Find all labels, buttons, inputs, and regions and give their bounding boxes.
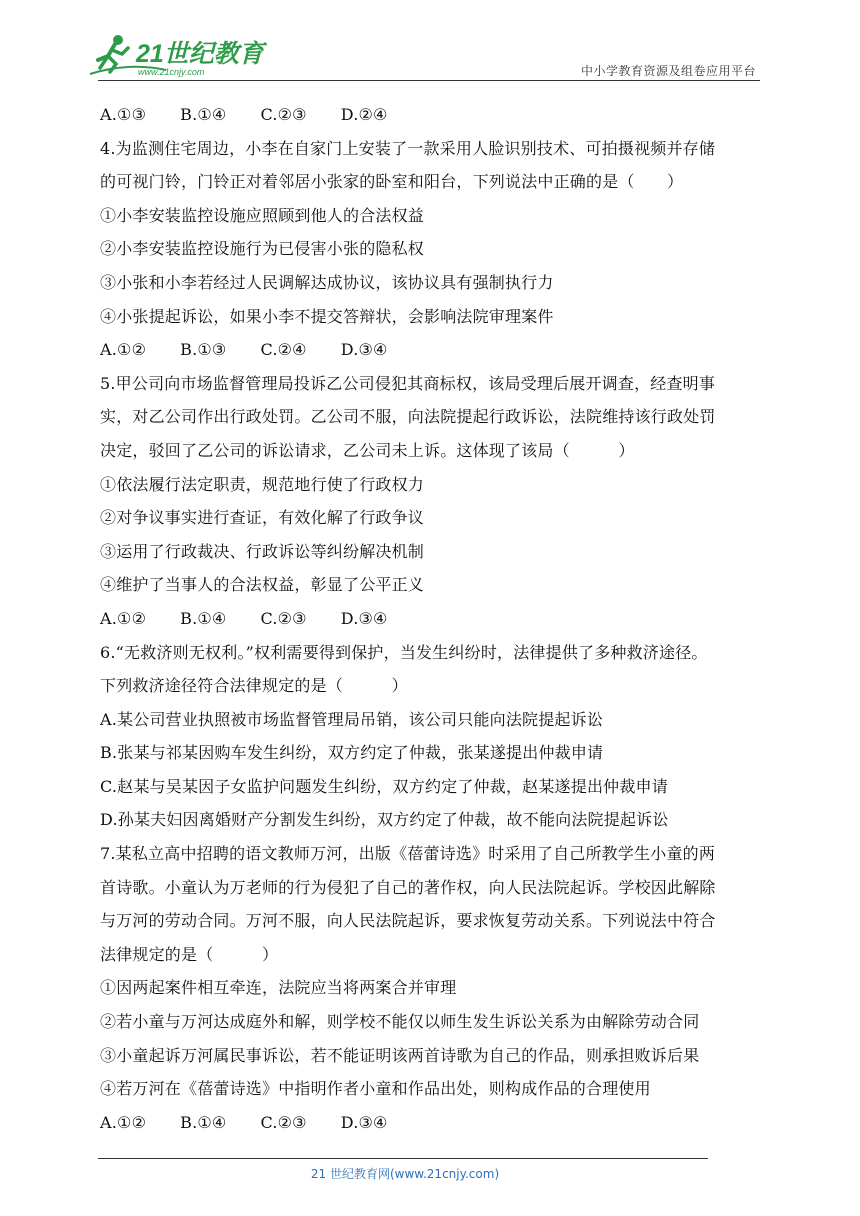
- text-line: 的可视门铃，门铃正对着邻居小张家的卧室和阳台，下列说法中正确的是（ ）: [100, 172, 684, 192]
- answer-options: [100, 602, 768, 636]
- answer-option: A.①③: [100, 105, 147, 124]
- page-footer: [0, 1165, 860, 1182]
- footer-divider: [98, 1158, 708, 1159]
- answer-option: B.①④: [180, 608, 227, 628]
- text-line: B.张某与祁某因购车发生纠纷，双方约定了仲裁，张某遂提出仲裁申请: [100, 743, 604, 763]
- footer-link[interactable]: 21 世纪教育网(www.21cnjy.com): [310, 1167, 500, 1181]
- text-line: D.孙某夫妇因离婚财产分割发生纠纷，双方约定了仲裁，故不能向法院提起诉讼: [100, 810, 669, 830]
- text-line: ③小童起诉万河属民事诉讼，若不能证明该两首诗歌为自己的作品，则承担败诉后果: [100, 1045, 700, 1065]
- answer-option: B.①④: [180, 1112, 227, 1132]
- text-line: ①因两起案件相互牵连，法院应当将两案合并审理: [100, 978, 457, 998]
- text-line: 7.某私立高中招聘的语文教师万河，出版《蓓蕾诗选》时采用了自己所教学生小童的两: [100, 844, 716, 864]
- answer-option: B.①④: [180, 105, 227, 124]
- text-line: 首诗歌。小童认为万老师的行为侵犯了自己的著作权，向人民法院起诉。学校因此解除: [100, 877, 716, 897]
- text-line: ④小张提起诉讼，如果小李不提交答辩状，会影响法院审理案件: [100, 306, 554, 326]
- answer-option: D.③④: [340, 608, 388, 628]
- text-line: ②对争议事实进行查证，有效化解了行政争议: [100, 508, 425, 528]
- text-line: ②小李安装监控设施行为已侵害小张的隐私权: [100, 239, 425, 259]
- answer-option: B.①③: [180, 340, 227, 360]
- text-line: 4.为监测住宅周边，小李在自家门上安装了一款采用人脸识别技术、可拍摄视频并存储: [100, 138, 716, 158]
- answer-option: C.②③: [260, 105, 307, 124]
- answer-option: C.②③: [260, 1112, 307, 1132]
- answer-option: D.③④: [340, 340, 388, 360]
- page-header: [0, 0, 860, 80]
- text-line: 6.“无救济则无权利。”权利需要得到保护，当发生纠纷时，法律提供了多种救济途径。: [100, 642, 708, 662]
- text-line: C.赵某与吴某因子女监护问题发生纠纷，双方约定了仲裁，赵某遂提出仲裁申请: [100, 776, 668, 796]
- text-line: ①依法履行法定职责，规范地行使了行政权力: [100, 474, 425, 494]
- platform-title: 中小学教育资源及组卷应用平台: [580, 64, 756, 78]
- logo-brand-text: 21世纪教育: [136, 40, 264, 68]
- text-line: ②若小童与万河达成庭外和解，则学校不能仅以师生发生诉讼关系为由解除劳动合同: [100, 1012, 700, 1032]
- text-line: ①小李安装监控设施应照顾到他人的合法权益: [100, 205, 425, 225]
- text-line: ④若万河在《蓓蕾诗选》中指明作者小童和作品出处，则构成作品的合理使用: [100, 1079, 651, 1099]
- site-logo[interactable]: [88, 30, 268, 80]
- answer-option: D.②④: [340, 105, 388, 124]
- runner-logo-icon: [88, 30, 268, 80]
- text-line: ③小张和小李若经过人民调解达成协议，该协议具有强制执行力: [100, 272, 554, 292]
- text-line: ④维护了当事人的合法权益，彰显了公平正义: [100, 575, 425, 595]
- answer-options: [100, 1106, 768, 1140]
- answer-option: C.②③: [260, 608, 307, 628]
- text-line: 与万河的劳动合同。万河不服，向人民法院起诉，要求恢复劳动关系。下列说法中符合: [100, 911, 716, 931]
- text-line: 5.甲公司向市场监督管理局投诉乙公司侵犯其商标权，该局受理后展开调查，经查明事: [100, 373, 716, 393]
- answer-option: C.②④: [260, 340, 307, 360]
- header-divider: [98, 80, 760, 81]
- text-line: ③运用了行政裁决、行政诉讼等纠纷解决机制: [100, 541, 425, 561]
- answer-option: D.③④: [340, 1112, 388, 1132]
- text-line: 法律规定的是（ ）: [100, 944, 279, 964]
- text-line: A.某公司营业执照被市场监督管理局吊销，该公司只能向法院提起诉讼: [100, 709, 604, 729]
- text-line: 决定，驳回了乙公司的诉讼请求，乙公司未上诉。这体现了该局（ ）: [100, 440, 635, 460]
- text-line: 下列救济途径符合法律规定的是（ ）: [100, 676, 408, 696]
- answer-option: A.①②: [100, 340, 147, 360]
- answer-option: A.①②: [100, 1112, 147, 1132]
- exam-content: [100, 98, 768, 1139]
- answer-options: [100, 333, 768, 367]
- answer-options: [100, 98, 768, 132]
- logo-url-text: www.21cnjy.com: [138, 67, 205, 77]
- answer-option: A.①②: [100, 608, 147, 628]
- text-line: 实，对乙公司作出行政处罚。乙公司不服，向法院提起行政诉讼，法院维持该行政处罚: [100, 407, 716, 427]
